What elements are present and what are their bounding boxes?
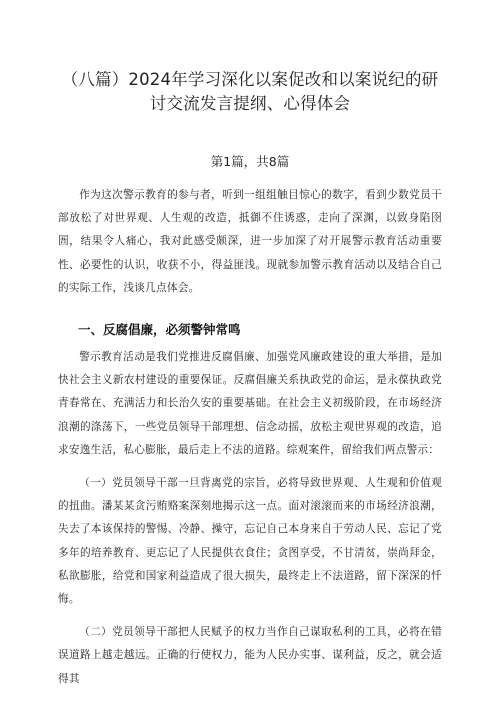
paragraph-intro: 作为这次警示教育的参与者，听到一组组触目惊心的数字，看到少数党员干部放松了对世界观、人生观的改造，抵御不住诱惑，走向了深渊，以致身陷囹圄，结果令人痛心，我对此感受颇深，进一步加深了对开展警示教育活动重要性、必要性的认识，收获不小，得益匪浅。现就参加警示教育活动以及结合自己的实际工作，浅谈几点体会。 [58,189,442,294]
part-label: 第1篇，共8篇 [210,154,290,169]
document-title [58,0,442,116]
paragraph-point-2: （二）党员领导干部把人民赋予的权力当作自己谋取私利的工具，必将在错误道路上越走越远。正确的行使权力，能为人民办实事、谋利益，反之，就会适得其 [58,626,442,685]
title-line-1: （八篇）2024年学习深化以案促改和以案说纪的研 [61,70,439,89]
paragraph-body: 警示教育活动是我们党推进反腐倡廉、加强党风廉政建设的重大举措，是加快社会主义新农村建设的重要保证。反腐倡廉关系执政党的命运，是永葆执政党青春常在、充满活力和长治久安的重要基础。在社会主义初级阶段，在市场经济浪潮的涤荡下，一些党员领导干部理想、信念动摇，放松主观世界观的改造，追求安逸生活，私心膨胀，最后走上不法的道路。综观案件，留给我们两点警示： [58,351,442,456]
title-line-2: 讨交流发言提纲、心得体会 [149,94,351,113]
section-heading: 一、反腐倡廉，必须警钟常鸣 [78,322,241,338]
paragraph-point-1: （一）党员领导干部一旦背离党的宗旨，必将导致世界观、人生观和价值观的扭曲。潘某某贪污贿赂案深刻地揭示这一点。面对滚滚而来的市场经济浪潮，失去了本该保持的警惕、冷静、操守，忘记自己本身来自于劳动人民、忘记了党多年的培养教育、更忘记了人民提供衣食住；贪图享受，不甘清贫，崇尚拜金，私欲膨胀，给党和国家利益造成了很大损失，最终走上不法道路，留下深深的忏悔。 [58,477,442,606]
